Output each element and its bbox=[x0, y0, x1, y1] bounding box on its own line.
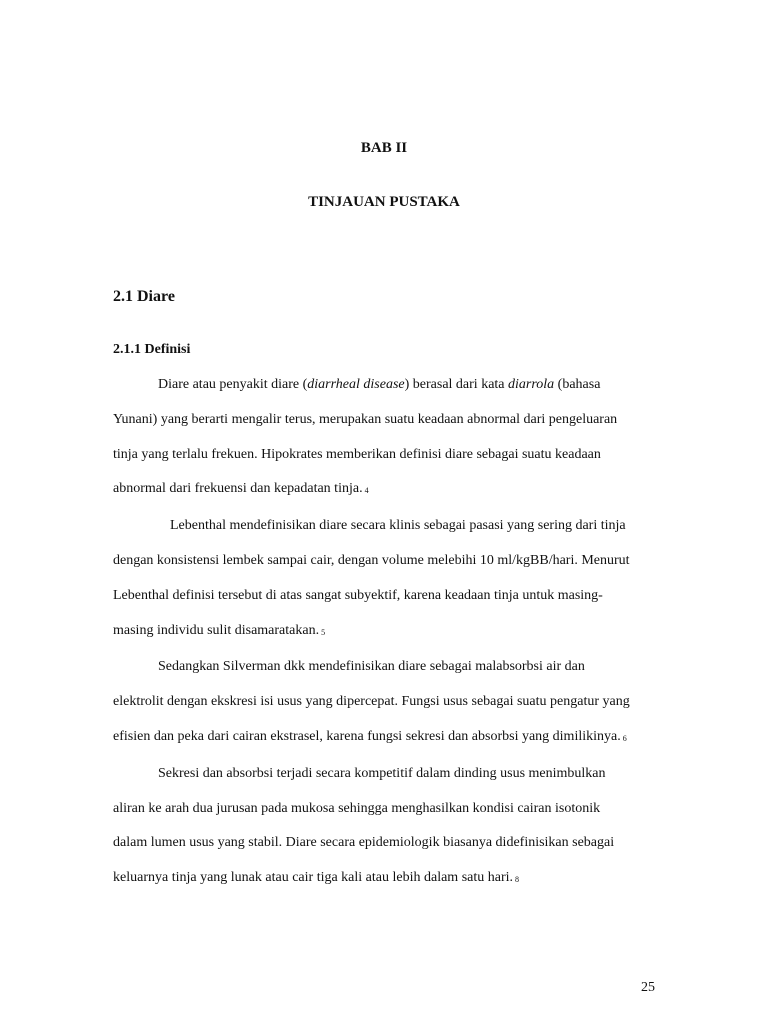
paragraph-text: Sedangkan Silverman dkk mendefinisikan diare sebagai malabsorbsi air dan elektrolit dengan ekskresi isi usus yang dipercepat. Fungsi usus sebagai suatu pengatur yang efisien dan peka dari cairan ekstrasel, karena fungsi sekresi dan absorbsi yang dimilikinya. bbox=[113, 659, 630, 744]
reference-number: 4 bbox=[364, 486, 369, 496]
paragraph-text: (bahasa Yunani) yang berarti mengalir terus, merupakan suatu keadaan abnormal dari pengeluaran tinja yang terlalu frekuen. Hipokrates memberikan definisi diare sebagai suatu keadaan abnormal dari frekuensi dan kepadatan tinja. bbox=[113, 377, 618, 497]
paragraph-definition-1 bbox=[113, 368, 633, 509]
section-heading: 2.1 Diare bbox=[113, 288, 175, 305]
subsection-heading: 2.1.1 Definisi bbox=[113, 342, 191, 357]
chapter-number: BAB II bbox=[360, 140, 408, 156]
body-text bbox=[113, 368, 633, 898]
paragraph-text: Diare atau penyakit diare ( bbox=[158, 377, 308, 392]
paragraph-definition-3 bbox=[113, 650, 633, 756]
italic-term: diarrheal disease bbox=[307, 377, 405, 392]
paragraph-text: ) berasal dari kata bbox=[404, 377, 509, 392]
paragraph-definition-2 bbox=[113, 509, 633, 650]
paragraph-definition-4 bbox=[113, 757, 633, 898]
reference-number: 8 bbox=[515, 875, 520, 885]
page-number: 25 bbox=[641, 980, 655, 995]
reference-number: 6 bbox=[622, 733, 627, 743]
paragraph-text: Sekresi dan absorbsi terjadi secara kompetitif dalam dinding usus menimbulkan aliran ke arah dua jurusan pada mukosa sehingga menghasilkan kondisi cairan isotonik dalam lumen usus yang stabil. Diare secara epidemiologik biasanya didefinisikan sebagai keluarnya tinja yang lunak atau cair tiga kali atau lebih dalam satu hari. bbox=[113, 765, 615, 886]
italic-term: diarrola bbox=[508, 377, 555, 392]
chapter-title: TINJAUAN PUSTAKA bbox=[308, 194, 460, 210]
reference-number: 5 bbox=[321, 627, 326, 637]
paragraph-text: Lebenthal mendefinisikan diare secara klinis sebagai pasasi yang sering dari tinja dengan konsistensi lembek sampai cair, dengan volume melebihi 10 ml/kgBB/hari. Menurut Lebenthal definisi tersebut di atas sangat subyektif, karena keadaan tinja untuk masing-masing individu sulit disamaratakan. bbox=[113, 518, 630, 638]
